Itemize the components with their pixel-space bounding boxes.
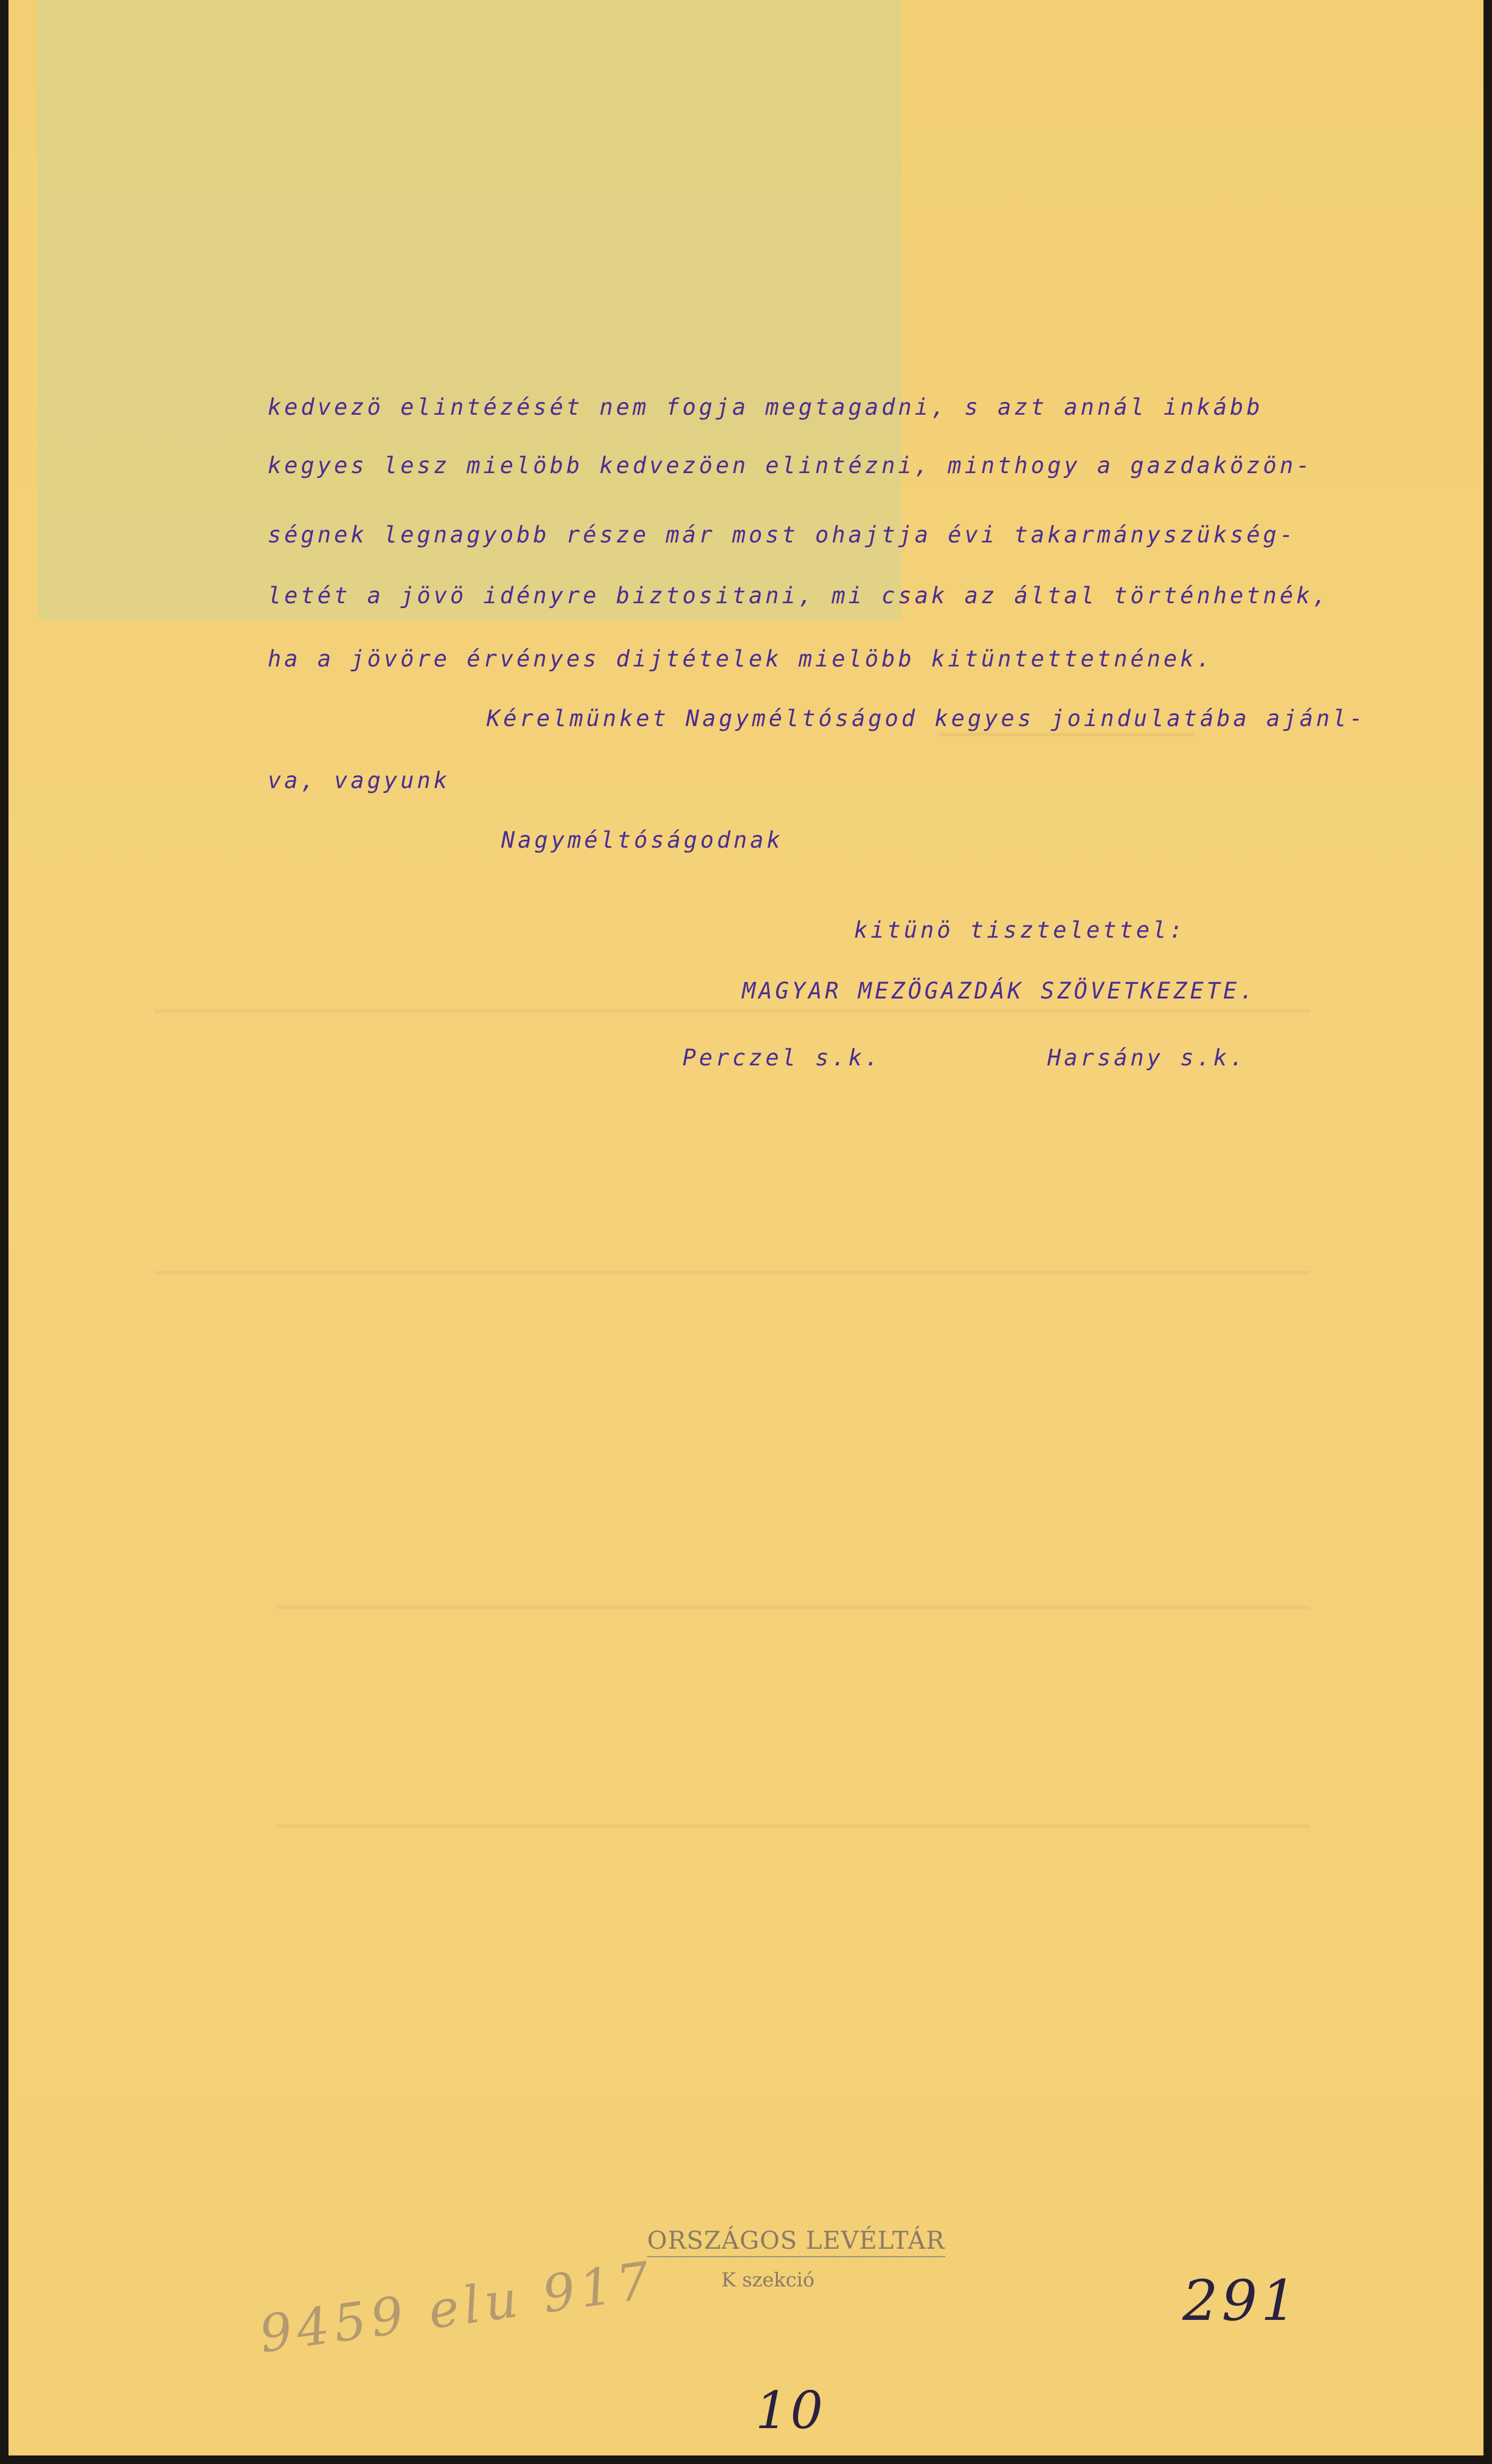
- bleed-through-mark: [154, 1271, 1310, 1275]
- letter-line-4: letét a jövö idényre biztositani, mi csak az által történhetnék,: [268, 583, 1330, 609]
- bleed-through-mark: [154, 1009, 1310, 1013]
- archive-stamp-section: K szekció: [721, 2268, 815, 2291]
- signatory-organization: MAGYAR MEZÖGAZDÁK SZÖVETKEZETE.: [742, 978, 1257, 1004]
- bleed-through-mark: [276, 1605, 1310, 1609]
- salutation-line: Nagyméltóságodnak: [501, 827, 783, 853]
- pencil-archive-note: 9459 elu 917: [255, 2249, 658, 2364]
- bleed-through-mark: [276, 1824, 1310, 1828]
- letter-line-2: kegyes lesz mielöbb kedvezöen elintézni, minthogy a gazdaközön-: [268, 452, 1313, 479]
- archive-stamp-title: ORSZÁGOS LEVÉLTÁR: [647, 2227, 945, 2257]
- letter-line-1: kedvezö elintézését nem fogja megtagadni, s azt annál inkább: [268, 394, 1263, 420]
- document-page: [9, 0, 1483, 2455]
- signature-perczel: Perczel s.k.: [682, 1045, 882, 1071]
- closing-line: kitünö tisztelettel:: [854, 917, 1186, 943]
- letter-line-5: ha a jövöre érvényes dijtételek mielöbb kitüntettetnének.: [268, 646, 1213, 672]
- letter-line-7: va, vagyunk: [268, 767, 451, 794]
- folio-number: 291: [1182, 2268, 1300, 2333]
- letter-line-6: Kérelmünket Nagyméltóságod kegyes joindulatába ajánl-: [487, 705, 1366, 732]
- page-number: 10: [755, 2381, 825, 2440]
- bleed-through-mark: [939, 733, 1195, 736]
- signature-harsany: Harsány s.k.: [1047, 1045, 1247, 1071]
- letter-line-3: ségnek legnagyobb része már most ohajtja évi takarmányszükség-: [268, 522, 1297, 548]
